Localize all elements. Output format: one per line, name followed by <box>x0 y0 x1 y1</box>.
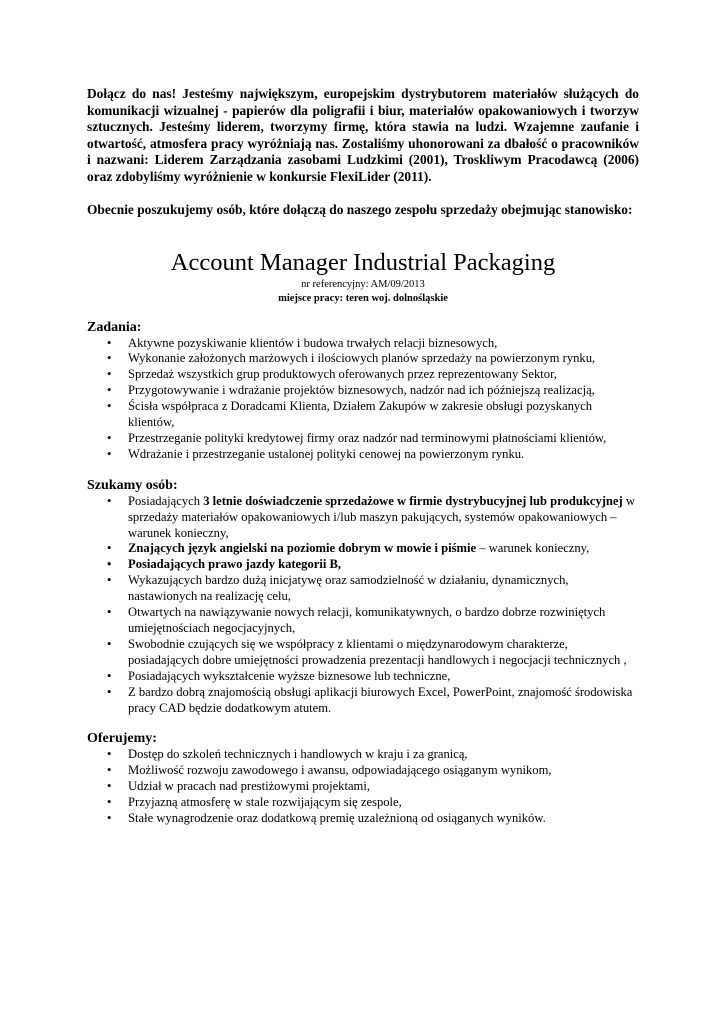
list-item: • Przestrzeganie polityki kredytowej firmy oraz nadzór nad terminowymi płatnościami klientów, <box>87 431 639 447</box>
list-item: • Możliwość rozwoju zawodowego i awansu, odpowiadającego osiąganym wynikom, <box>87 763 639 779</box>
job-title: Account Manager Industrial Packaging <box>170 248 556 276</box>
item-text: Posiadających <box>128 493 204 508</box>
company-intro: Dołącz do nas! Jesteśmy największym, europejskim dystrybutorem materiałów służących do komunikacji wizualnej - papierów dla poligrafii i biur, materiałów opakowaniowych i tworzyw sztucznych. Jesteśmy liderem, tworzymy firmę, która stawia na ludzi. Wzajemne zaufanie i otwartość, atmosfera pracy wyróżniają nas. Zostaliśmy uhonorowani za dbałość o pracowników i nazwani: Liderem Zarządzania zasobami Ludzkimi (2001), Troskliwym Pracodawcą (2006) oraz zdobyliśmy wyróżnienie w konkursie FlexiLider (2011). <box>87 86 639 184</box>
list-item: • Stałe wynagrodzenie oraz dodatkową premię uzależnioną od osiąganych wyników. <box>87 811 639 827</box>
item-text: – warunek konieczny, <box>476 541 590 556</box>
item-text-bold: Znających język angielski na poziomie dobrym w mowie i piśmie <box>128 541 477 556</box>
list-item: • Wykonanie założonych marżowych i ilościowych planów sprzedaży na powierzonym rynku, <box>87 351 639 367</box>
search-intro: Obecnie poszukujemy osób, które dołączą do naszego zespołu sprzedaży obejmując stanowisko: <box>87 202 633 217</box>
list-item: • Posiadających prawo jazdy kategorii B, <box>87 557 639 573</box>
reference-number: nr referencyjny: AM/09/2013 <box>301 278 425 290</box>
offer-heading: Oferujemy: <box>87 731 157 747</box>
list-item: • Ścisła współpraca z Doradcami Klienta, Działem Zakupów w zakresie obsługi pozyskanych klientów, <box>87 399 639 431</box>
offer-list <box>87 747 639 827</box>
list-item <box>87 541 639 557</box>
list-item: • Dostęp do szkoleń technicznych i handlowych w kraju i za granicą, <box>87 747 639 763</box>
list-item: • Przygotowywanie i wdrażanie projektów biznesowych, nadzór nad ich późniejszą realizacją, <box>87 383 639 399</box>
requirements-list <box>87 494 639 717</box>
list-item: • Wykazujących bardzo dużą inicjatywę oraz samodzielność w działaniu, dynamicznych, nastawionych na realizację celu, <box>87 573 639 605</box>
item-text-bold: 3 letnie doświadczenie sprzedażowe w firmie dystrybucyjnej lub produkcyjnej <box>203 493 623 508</box>
list-item: • Aktywne pozyskiwanie klientów i budowa trwałych relacji biznesowych, <box>87 336 639 352</box>
list-item: • Swobodnie czujących się we współpracy z klientami o międzynarodowym charakterze, posiadających dobre umiejętności prowadzenia prezentacji handlowych i negocjacji technicznych , <box>87 637 639 669</box>
tasks-list <box>87 336 639 463</box>
list-item: • Z bardzo dobrą znajomością obsługi aplikacji biurowych Excel, PowerPoint, znajomość środowiska pracy CAD będzie dodatkowym atutem. <box>87 685 639 717</box>
list-item: • Wdrażanie i przestrzeganie ustalonej polityki cenowej na powierzonym rynku. <box>87 447 639 463</box>
list-item: • Przyjazną atmosferę w stale rozwijającym się zespole, <box>87 795 639 811</box>
list-item: • Posiadających wykształcenie wyższe biznesowe lub techniczne, <box>87 669 639 685</box>
list-item <box>87 494 639 542</box>
item-text: w sprzedaży materiałów opakowaniowych i/lub maszyn pakujących, systemów opakowaniowych – warunek konieczny, <box>128 493 635 540</box>
work-location: miejsce pracy: teren woj. dolnośląskie <box>278 292 448 304</box>
tasks-heading: Zadania: <box>87 319 142 335</box>
list-item: • Udział w pracach nad prestiżowymi projektami, <box>87 779 639 795</box>
list-item: • Otwartych na nawiązywanie nowych relacji, komunikatywnych, o bardzo dobrze rozwiniętych umiejętnościach negocjacyjnych, <box>87 605 639 637</box>
job-offer-document <box>87 86 639 827</box>
list-item: • Sprzedaż wszystkich grup produktowych oferowanych przez reprezentowany Sektor, <box>87 367 639 383</box>
requirements-heading: Szukamy osób: <box>87 477 178 493</box>
